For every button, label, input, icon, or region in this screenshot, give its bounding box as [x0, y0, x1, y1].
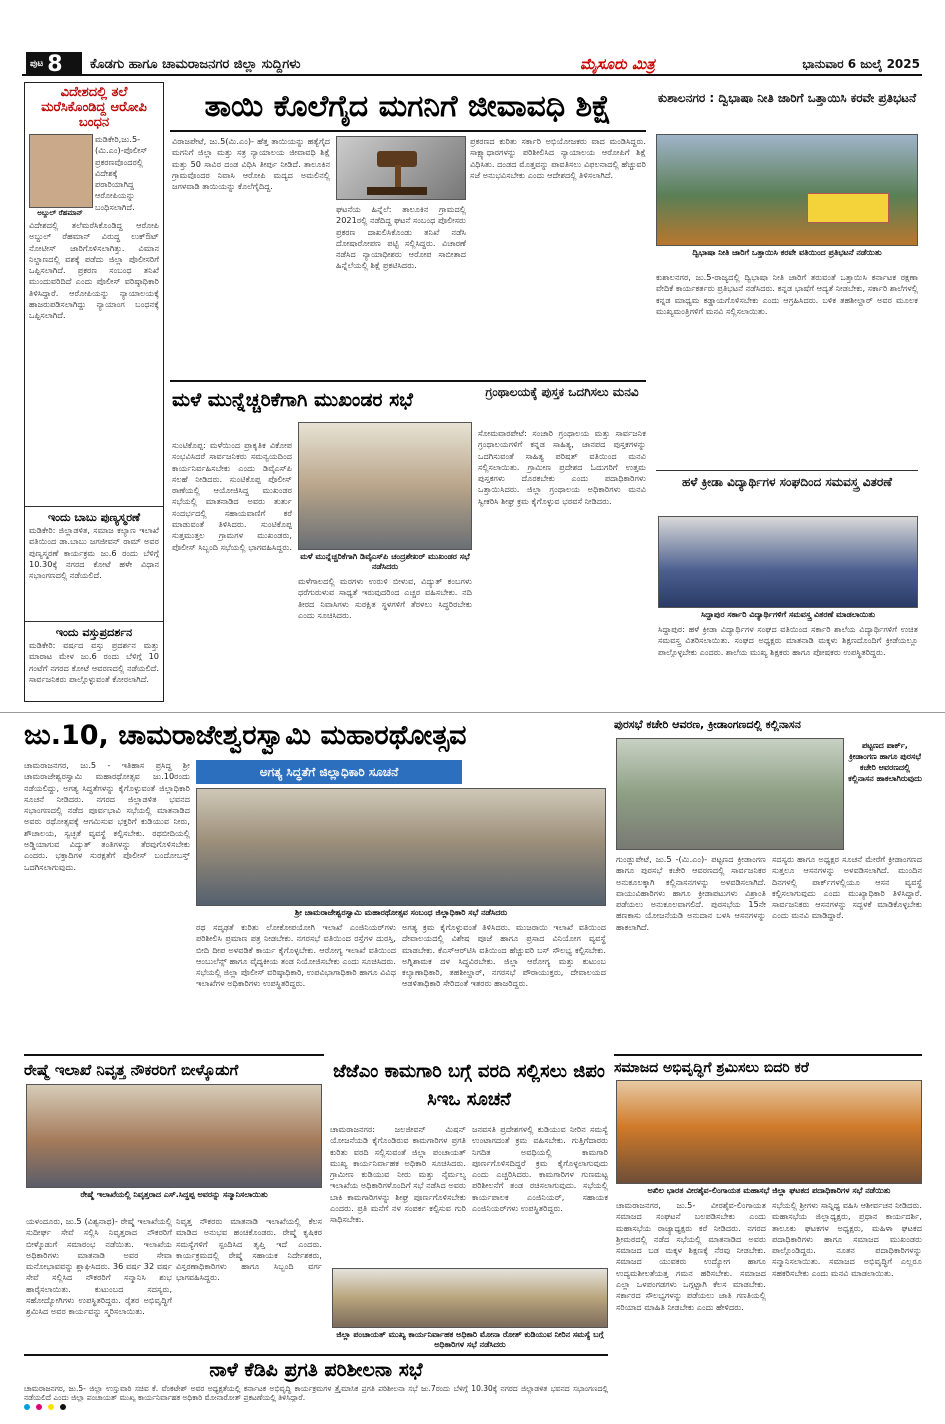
- protest-banner: [807, 193, 889, 223]
- rain-meeting-body: ಸುಂಟಿಕೊಪ್ಪ: ಮಳೆಯಿಂದ ಪ್ರಾಕೃತಿಕ ವಿಕೋಪ ಸಂಭವಿಸಿದರೆ ಸಾರ್ವಜನಿಕರು ಸಮನ್ವಯದಿಂದ ಕಾರ್ಯನಿರ್ವಹಿಸಬೇಕು ಎಂದು ಡಿವೈಎಸ್‌ಪಿ ಸಲಹೆ ನೀಡಿದರು. ಸುಂಟಿಕೊಪ್ಪ ಪೊಲೀಸ್ ಠಾಣೆಯಲ್ಲಿ ಆಯೋಜಿಸಿದ್ದ ಮುಖಂಡರ ಸಭೆಯಲ್ಲಿ ಮಾತನಾಡಿದ ಅವರು ತುರ್ತು ಸಂದರ್ಭದಲ್ಲಿ ಸಹಾಯವಾಣಿಗೆ ಕರೆ ಮಾಡುವಂತೆ ತಿಳಿಸಿದರು. ಸುಂಟಿಕೊಪ್ಪ ಸುತ್ತಮುತ್ತಲ ಗ್ರಾಮಗಳ ಮುಖಂಡರು, ಪೊಲೀಸ್ ಸಿಬ್ಬಂದಿ ಸಭೆಯಲ್ಲಿ ಭಾಗವಹಿಸಿದ್ದರು.: [172, 440, 292, 552]
- page-number-block: [26, 52, 82, 76]
- society-photo: [616, 1080, 922, 1184]
- story3-headline: ಇಂದು ವಸ್ತುಪ್ರದರ್ಶನ: [55, 626, 133, 639]
- bench-headline: ಪುರಸಭೆ ಕಚೇರಿ ಆವರಣ, ಕ್ರೀಡಾಂಗಣದಲ್ಲಿ ಕಲ್ಲಿನಾಸನ: [614, 718, 801, 731]
- silk-body2: ನಿವೃತ್ತ ನೌಕರರು ಮಾತನಾಡಿ ಇಲಾಖೆಯಲ್ಲಿ ಕೆಲಸ ಮಾಡಿದ ಅನುಭವ ಹಂಚಿಕೊಂಡರು. ರೇಷ್ಮೆ ಕೃಷಿಕರ ಸಮಸ್ಯೆಗಳಿಗೆ ಸ್ಪಂದಿಸಿದ ತೃಪ್ತಿ ಇದೆ ಎಂದರು. ಕಾರ್ಯಕ್ರಮದಲ್ಲಿ ರೇಷ್ಮೆ ಸಹಾಯಕ ನಿರ್ದೇಶಕರು, ವಿಸ್ತರಣಾಧಿಕಾರಿಗಳು ಹಾಗೂ ಸಿಬ್ಬಂದಿ ವರ್ಗ ಭಾಗವಹಿಸಿದ್ದರು.: [176, 1216, 322, 1283]
- silk-body: ಯಳಂದೂರು, ಜು.5 (ವಿಶ್ವನಾಥ)- ರೇಷ್ಮೆ ಇಲಾಖೆಯಲ್ಲಿ ಸುದೀರ್ಘ ಸೇವೆ ಸಲ್ಲಿಸಿ ನಿವೃತ್ತರಾದ ನೌಕರರಿಗೆ ಬೀಳ್ಕೊಡುಗೆ ಸಮಾರಂಭ ನಡೆಯಿತು. ಇಲಾಖೆಯ ಅಧಿಕಾರಿಗಳು ಮಾತನಾಡಿ ಅವರ ಸೇವಾ ಮನೋಭಾವವನ್ನು ಶ್ಲಾಘಿಸಿದರು. 36 ವರ್ಷ 32 ವರ್ಷ ಸೇವೆ ಸಲ್ಲಿಸಿದ ನೌಕರರಿಗೆ ಸನ್ಮಾನಿಸಿ ಶುಭ ಹಾರೈಸಲಾಯಿತು. ಕುಟುಂಬದ ಸದಸ್ಯರು, ಸಹೋದ್ಯೋಗಿಗಳು ಉಪಸ್ಥಿತರಿದ್ದರು. ರೈತರ ಅಭಿವೃದ್ಧಿಗೆ ಶ್ರಮಿಸಿದ ಅವರ ಕಾರ್ಯವನ್ನು ಸ್ಮರಿಸಲಾಯಿತು.: [26, 1216, 172, 1317]
- bench-body-b: ಸದಸ್ಯರು ಹಾಗೂ ಅಧ್ಯಕ್ಷರ ಸೂಚನೆ ಮೇರೆಗೆ ಕ್ರೀಡಾಂಗಣದ ಸುತ್ತಲೂ ಆಸನಗಳನ್ನು ಅಳವಡಿಸಲಾಗಿದೆ. ಮುಂದಿನ ದಿನಗಳಲ್ಲಿ ಪಾರ್ಕ್‌ಗಳಲ್ಲಿಯೂ ಆಸನ ವ್ಯವಸ್ಥೆ ಕಲ್ಪಿಸಲಾಗುವುದು ಎಂದು ಮುಖ್ಯಾಧಿಕಾರಿ ತಿಳಿಸಿದ್ದಾರೆ. ಸಾರ್ವಜನಿಕರು ಆಸನಗಳನ್ನು ಸದ್ಬಳಕೆ ಮಾಡಿಕೊಳ್ಳಬೇಕು ಎಂದು ಮನವಿ ಮಾಡಿದ್ದಾರೆ.: [772, 854, 922, 921]
- section-title: ಕೊಡಗು ಹಾಗೂ ಚಾಮರಾಜನಗರ ಜಿಲ್ಲಾ ಸುದ್ದಿಗಳು: [90, 56, 301, 72]
- lead-body-c: ಪ್ರಕರಣದ ಕುರಿತು ಸರ್ಕಾರಿ ಅಭಿಯೋಜಕರು ವಾದ ಮಂಡಿಸಿದ್ದರು. ಸಾಕ್ಷ್ಯಾಧಾರಗಳನ್ನು ಪರಿಶೀಲಿಸಿದ ನ್ಯಾಯಾಲಯ ಆರೋಪಿಗೆ ಶಿಕ್ಷೆ ವಿಧಿಸಿತು. ದಂಡದ ಮೊತ್ತವನ್ನು ಪಾವತಿಸಲು ವಿಫಲನಾದಲ್ಲಿ ಹೆಚ್ಚುವರಿ ಸಜೆ ಅನುಭವಿಸಬೇಕು ಎಂದು ಆದೇಶದಲ್ಲಿ ತಿಳಿಸಲಾಗಿದೆ.: [470, 136, 646, 180]
- registration-dots: [24, 1404, 66, 1412]
- society-photo-caption: ಅಖಿಲ ಭಾರತ ವೀರಶೈವ-ಲಿಂಗಾಯತ ಮಹಾಸಭೆ ಜಿಲ್ಲಾ ಘಟಕದ ಪದಾಧಿಕಾರಿಗಳ ಸಭೆ ನಡೆಯಿತು: [647, 1186, 891, 1195]
- festival-photo-caption: ಶ್ರೀ ಚಾಮರಾಜೇಶ್ವರಸ್ವಾಮಿ ಮಹಾರಥೋತ್ಸವ ಸಂಬಂಧ ಜಿಲ್ಲಾಧಿಕಾರಿ ಸಭೆ ನಡೆಸಿದರು: [294, 908, 508, 917]
- story1-lead: ಮಡಿಕೇರಿ,ಜು.5-(ಮಿ.ಎಂ)-ಪೊಲೀಸ್ ಪ್ರಕರಣವೊಂದರಲ್ಲಿ ವಿದೇಶಕ್ಕೆ ಪರಾರಿಯಾಗಿದ್ದ ಆರೋಪಿಯನ್ನು ಬಂಧಿಸಲಾಗಿದೆ.: [95, 134, 148, 212]
- protest-photo: [656, 134, 918, 246]
- uniform-photo-caption: ಸಿದ್ದಾಪುರ ಸರ್ಕಾರಿ ವಿದ್ಯಾರ್ಥಿಗಳಿಗೆ ಸಮವಸ್ತ್ರ ವಿತರಣೆ ಮಾಡಲಾಯಿತು: [700, 610, 876, 619]
- bench-side-caption: ಪಟ್ಟಣದ ಪಾರ್ಕ್, ಕ್ರೀಡಾಂಗಣ ಹಾಗೂ ಪುರಸಭೆ ಕಚೇರಿ ಆವರಣದಲ್ಲಿ ಕಲ್ಲಿನಾಸನ ಹಾಕಲಾಗಿರುವುದು: [848, 741, 922, 783]
- jjm-body-a: ಚಾಮರಾಜನಗರ: ಜಲಜೀವನ್ ಮಿಷನ್ ಯೋಜನೆಯಡಿ ಕೈಗೊಂಡಿರುವ ಕಾಮಗಾರಿಗಳ ಪ್ರಗತಿ ಕುರಿತು ವರದಿ ಸಲ್ಲಿಸುವಂತೆ ಜಿಲ್ಲಾ ಪಂಚಾಯತ್ ಮುಖ್ಯ ಕಾರ್ಯನಿರ್ವಾಹಕ ಅಧಿಕಾರಿ ಸೂಚಿಸಿದರು. ಗ್ರಾಮೀಣ ಕುಡಿಯುವ ನೀರು ಮತ್ತು ನೈರ್ಮಲ್ಯ ಇಲಾಖೆಯ ಅಧಿಕಾರಿಗಳೊಂದಿಗೆ ಸಭೆ ನಡೆಸಿದ ಅವರು ಬಾಕಿ ಕಾಮಗಾರಿಗಳನ್ನು ಶೀಘ್ರ ಪೂರ್ಣಗೊಳಿಸಬೇಕು ಎಂದರು. ಪ್ರತಿ ಮನೆಗೆ ನಳ ಸಂಪರ್ಕ ಕಲ್ಪಿಸುವ ಗುರಿ ಸಾಧಿಸಬೇಕು.: [330, 1124, 466, 1225]
- society-body-b: ಸಭೆಯಲ್ಲಿ ಶ್ರೀಗಳು ಸಾನ್ನಿಧ್ಯ ವಹಿಸಿ ಆಶೀರ್ವಚನ ನೀಡಿದರು. ಮಹಾಸಭೆಯ ಜಿಲ್ಲಾಧ್ಯಕ್ಷರು, ಪ್ರಧಾನ ಕಾರ್ಯದರ್ಶಿ, ತಾಲೂಕು ಘಟಕಗಳ ಅಧ್ಯಕ್ಷರು, ಮಹಿಳಾ ಘಟಕದ ಪದಾಧಿಕಾರಿಗಳು ಹಾಗೂ ಸಮಾಜದ ಮುಖಂಡರು ಪಾಲ್ಗೊಂಡಿದ್ದರು. ನೂತನ ಪದಾಧಿಕಾರಿಗಳನ್ನು ಸನ್ಮಾನಿಸಲಾಯಿತು. ಸಮಾಜದ ಅಭಿವೃದ್ಧಿಗೆ ಎಲ್ಲರೂ ಸಹಕರಿಸಬೇಕು ಎಂದು ಮನವಿ ಮಾಡಲಾಯಿತು.: [772, 1200, 922, 1278]
- protest-photo-caption: ದ್ವಿಭಾಷಾ ನೀತಿ ಜಾರಿಗೆ ಒತ್ತಾಯಿಸಿ ಕರವೇ ವತಿಯಿಂದ ಪ್ರತಿಭಟನೆ ನಡೆಯಿತು: [692, 248, 882, 257]
- uniform-photo: [658, 516, 918, 608]
- rain-meeting-photo-caption: ಮಳೆ ಮುನ್ನೆಚ್ಚರಿಕೆಗಾಗಿ ಡಿವೈಎಸ್‌ಪಿ ಚಂದ್ರಶೇಖರ್ ಮುಖಂಡರ ಸಭೆ ನಡೆಸಿದರು: [300, 552, 470, 571]
- story1-headline: ವಿದೇಶದಲ್ಲಿ ತಲೆ ಮರೆಸಿಕೊಂಡಿದ್ದ ಆರೋಪಿ ಬಂಧನ: [41, 85, 147, 130]
- accused-photo: [29, 134, 93, 208]
- protest-body: ಕುಶಾಲನಗರ, ಜು.5-ರಾಜ್ಯದಲ್ಲಿ ದ್ವಿಭಾಷಾ ನೀತಿ ಜಾರಿಗೆ ತರುವಂತೆ ಒತ್ತಾಯಿಸಿ ಕರ್ನಾಟಕ ರಕ್ಷಣಾ ವೇದಿಕೆ ಕಾರ್ಯಕರ್ತರು ಪ್ರತಿಭಟನೆ ನಡೆಸಿದರು. ಕನ್ನಡ ಭಾಷೆಗೆ ಆದ್ಯತೆ ನೀಡಬೇಕು, ಸರ್ಕಾರಿ ಶಾಲೆಗಳಲ್ಲಿ ಕನ್ನಡ ಮಾಧ್ಯಮ ಕಡ್ಡಾಯಗೊಳಿಸಬೇಕು ಎಂದು ಆಗ್ರಹಿಸಿದರು. ಬಳಿಕ ತಹಶೀಲ್ದಾರ್ ಅವರ ಮೂಲಕ ಮುಖ್ಯಮಂತ್ರಿಗಳಿಗೆ ಮನವಿ ಸಲ್ಲಿಸಲಾಯಿತು.: [656, 272, 918, 316]
- festival-body-left: ಚಾಮರಾಜನಗರ, ಜು.5 - ಇತಿಹಾಸ ಪ್ರಸಿದ್ಧ ಶ್ರೀ ಚಾಮರಾಜೇಶ್ವರಸ್ವಾಮಿ ಮಹಾರಥೋತ್ಸವ ಜು.10ರಂದು ನಡೆಯಲಿದ್ದು, ಅಗತ್ಯ ಸಿದ್ಧತೆಗಳನ್ನು ಕೈಗೊಳ್ಳುವಂತೆ ಜಿಲ್ಲಾಧಿಕಾರಿ ಸೂಚನೆ ನೀಡಿದರು. ನಗರದ ಜಿಲ್ಲಾಡಳಿತ ಭವನದ ಸಭಾಂಗಣದಲ್ಲಿ ನಡೆದ ಪೂರ್ವಭಾವಿ ಸಭೆಯಲ್ಲಿ ಮಾತನಾಡಿದ ಅವರು ರಥೋತ್ಸವಕ್ಕೆ ಆಗಮಿಸುವ ಭಕ್ತರಿಗೆ ಕುಡಿಯುವ ನೀರು, ಶೌಚಾಲಯ, ಸ್ವಚ್ಛತೆ ವ್ಯವಸ್ಥೆ ಕಲ್ಪಿಸಬೇಕು. ರಥಬೀದಿಯಲ್ಲಿ ಅಡ್ಡಿಯಾಗುವ ವಿದ್ಯುತ್ ತಂತಿಗಳನ್ನು ತೆರವುಗೊಳಿಸಬೇಕು ಎಂದರು. ಭಕ್ತಾದಿಗಳ ಸುರಕ್ಷತೆಗೆ ಪೊಲೀಸ್ ಬಂದೋಬಸ್ತ್ ಒದಗಿಸಲಾಗುವುದು.: [24, 760, 190, 872]
- rain-meeting-body2: ಮಳೆಗಾಲದಲ್ಲಿ ಮರಗಳು ಉರುಳಿ ಬೀಳುವ, ವಿದ್ಯುತ್ ಕಂಬಗಳು ಧರೆಗುರುಳುವ ಸಾಧ್ಯತೆ ಇರುವುದರಿಂದ ಎಚ್ಚರ ವಹಿಸಬೇಕು. ನದಿ ತೀರದ ನಿವಾಸಿಗಳು ಸುರಕ್ಷಿತ ಸ್ಥಳಗಳಿಗೆ ತೆರಳಲು ಸಿದ್ಧರಿರಬೇಕು ಎಂದು ಸೂಚಿಸಿದರು.: [298, 576, 472, 620]
- rain-meeting-headline: ಮಳೆ ಮುನ್ನೆಚ್ಚರಿಕೆಗಾಗಿ ಮುಖಂಡರ ಸಭೆ: [172, 389, 413, 411]
- lead-body-a: ವಿರಾಜಪೇಟೆ, ಜು.5(ಮಿ.ಎಂ)- ಹೆತ್ತ ತಾಯಿಯನ್ನು ಹತ್ಯೆಗೈದ ಮಗನಿಗೆ ಜಿಲ್ಲಾ ಮತ್ತು ಸತ್ರ ನ್ಯಾಯಾಲಯ ಜೀವಾವಧಿ ಶಿಕ್ಷೆ ಮತ್ತು 50 ಸಾವಿರ ದಂಡ ವಿಧಿಸಿ ತೀರ್ಪು ನೀಡಿದೆ. ತಾಲೂಕಿನ ಗ್ರಾಮವೊಂದರ ನಿವಾಸಿ ಆರೋಪಿ ಮದ್ಯದ ಅಮಲಿನಲ್ಲಿ ಜಗಳವಾಡಿ ತಾಯಿಯನ್ನು ಕೊಲೆಗೈದಿದ್ದ.: [172, 136, 330, 192]
- story1-body: ವಿದೇಶದಲ್ಲಿ ತಲೆಮರೆಸಿಕೊಂಡಿದ್ದ ಆರೋಪಿ ಅಬ್ದುಲ್ ರೆಹಮಾನ್ ವಿರುದ್ಧ ಲುಕ್‌ಔಟ್ ನೋಟೀಸ್ ಜಾರಿಗೊಳಿಸಲಾಗಿತ್ತು. ವಿಮಾನ ನಿಲ್ದಾಣದಲ್ಲಿ ವಶಕ್ಕೆ ಪಡೆದು ಜಿಲ್ಲಾ ಪೊಲೀಸರಿಗೆ ಒಪ್ಪಿಸಲಾಗಿದೆ. ಪ್ರಕರಣ ಸಂಬಂಧ ತನಿಖೆ ಮುಂದುವರಿದಿದೆ ಎಂದು ಪೊಲೀಸ್ ವರಿಷ್ಠಾಧಿಕಾರಿ ತಿಳಿಸಿದ್ದಾರೆ. ಆರೋಪಿಯನ್ನು ನ್ಯಾಯಾಲಯಕ್ಕೆ ಹಾಜರುಪಡಿಸಲಾಗಿದ್ದು ನ್ಯಾಯಾಂಗ ಬಂಧನಕ್ಕೆ ಒಪ್ಪಿಸಲಾಗಿದೆ.: [29, 220, 159, 321]
- silk-photo: [26, 1084, 322, 1188]
- jjm-photo: [332, 1268, 608, 1328]
- uniform-body: ಸಿದ್ದಾಪುರ: ಹಳೆ ಕ್ರೀಡಾ ವಿದ್ಯಾರ್ಥಿಗಳ ಸಂಘದ ವತಿಯಿಂದ ಸರ್ಕಾರಿ ಶಾಲೆಯ ವಿದ್ಯಾರ್ಥಿಗಳಿಗೆ ಉಚಿತ ಸಮವಸ್ತ್ರ ವಿತರಿಸಲಾಯಿತು. ಸಂಘದ ಅಧ್ಯಕ್ಷರು ಮಾತನಾಡಿ ಮಕ್ಕಳು ಶಿಕ್ಷಣದೊಂದಿಗೆ ಕ್ರೀಡೆಯಲ್ಲೂ ಪಾಲ್ಗೊಳ್ಳಬೇಕು ಎಂದರು. ಶಾಲೆಯ ಮುಖ್ಯ ಶಿಕ್ಷಕರು ಹಾಗೂ ಪೋಷಕರು ಉಪಸ್ಥಿತರಿದ್ದರು.: [658, 624, 918, 657]
- festival-body-right: ಅಗತ್ಯ ಕ್ರಮ ಕೈಗೊಳ್ಳುವಂತೆ ತಿಳಿಸಿದರು. ಮುಜರಾಯಿ ಇಲಾಖೆ ವತಿಯಿಂದ ದೇವಾಲಯದಲ್ಲಿ ವಿಶೇಷ ಪೂಜೆ ಹಾಗೂ ಪ್ರಸಾದ ವಿನಿಯೋಗ ವ್ಯವಸ್ಥೆ ಮಾಡಬೇಕು. ಕೆಎಸ್‌ಆರ್‌ಟಿಸಿ ವತಿಯಿಂದ ಹೆಚ್ಚುವರಿ ಬಸ್ ಸೌಲಭ್ಯ ಕಲ್ಪಿಸಬೇಕು. ಅಗ್ನಿಶಾಮಕ ದಳ ಸಿದ್ಧವಿರಬೇಕು. ಜಿಲ್ಲಾ ಆರೋಗ್ಯ ಮತ್ತು ಕುಟುಂಬ ಕಲ್ಯಾಣಾಧಿಕಾರಿ, ತಹಶೀಲ್ದಾರ್, ನಗರಸಭೆ ಪೌರಾಯುಕ್ತರು, ದೇವಾಲಯದ ಆಡಳಿತಾಧಿಕಾರಿ ಸೇರಿದಂತೆ ಇತರರು ಹಾಜರಿದ್ದರು.: [402, 922, 606, 989]
- jjm-body-b: ಜನವಸತಿ ಪ್ರದೇಶಗಳಲ್ಲಿ ಕುಡಿಯುವ ನೀರಿನ ಸಮಸ್ಯೆ ಉಂಟಾಗದಂತೆ ಕ್ರಮ ವಹಿಸಬೇಕು. ಗುತ್ತಿಗೆದಾರರು ನಿಗದಿತ ಅವಧಿಯಲ್ಲಿ ಕಾಮಗಾರಿ ಪೂರ್ಣಗೊಳಿಸದಿದ್ದರೆ ಕ್ರಮ ಕೈಗೊಳ್ಳಲಾಗುವುದು ಎಂದು ಎಚ್ಚರಿಸಿದರು. ಕಾಮಗಾರಿಗಳ ಗುಣಮಟ್ಟ ಪರಿಶೀಲನೆಗೆ ತಂಡ ರಚಿಸಲಾಗುವುದು. ಸಭೆಯಲ್ಲಿ ಕಾರ್ಯಪಾಲಕ ಎಂಜಿನಿಯರ್, ಸಹಾಯಕ ಎಂಜಿನಿಯರ್‌ಗಳು ಉಪಸ್ಥಿತರಿದ್ದರು.: [472, 1124, 608, 1214]
- story2-headline: ಇಂದು ಬಾಬು ಪುಣ್ಯಸ್ಮರಣೆ: [47, 511, 141, 524]
- right-top-headline: ಕುಶಾಲನಗರ : ದ್ವಿಭಾಷಾ ನೀತಿ ಜಾರಿಗೆ ಒತ್ತಾಯಿಸಿ ಕರವೇ ಪ್ರತಿಭಟನೆ: [657, 91, 917, 105]
- society-headline: ಸಮಾಜದ ಅಭಿವೃದ್ಧಿಗೆ ಶ್ರಮಿಸಲು ಬಿದರಿ ಕರೆ: [614, 1054, 922, 1078]
- library-headline: ಗ್ರಂಥಾಲಯಕ್ಕೆ ಪುಸ್ತಕ ಒದಗಿಸಲು ಮನವಿ: [485, 385, 639, 399]
- rain-meeting-photo: [298, 422, 472, 550]
- masthead: ಮೈಸೂರು ಮಿತ್ರ: [580, 55, 655, 73]
- gavel-image: [336, 136, 466, 200]
- jjm-headline: ಜೆಜೆಎಂ ಕಾಮಗಾರಿ ಬಗ್ಗೆ ವರದಿ ಸಲ್ಲಿಸಲು ಜಿಪಂ ಸಿಇಒ ಸೂಚನೆ: [333, 1061, 605, 1110]
- silk-headline: ರೇಷ್ಮೆ ಇಲಾಖೆ ನಿವೃತ್ತ ನೌಕರರಿಗೆ ಬೀಳ್ಕೊಡುಗೆ: [24, 1061, 239, 1079]
- festival-headline: ಜು.10, ಚಾಮರಾಜೇಶ್ವರಸ್ವಾಮಿ ಮಹಾರಥೋತ್ಸವ: [24, 720, 467, 751]
- library-body: ಸೋಮವಾರಪೇಟೆ: ಸಂಚಾರಿ ಗ್ರಂಥಾಲಯ ಮತ್ತು ಸಾರ್ವಜನಿಕ ಗ್ರಂಥಾಲಯಗಳಿಗೆ ಕನ್ನಡ ಸಾಹಿತ್ಯ, ಜಾನಪದ ಪುಸ್ತಕಗಳನ್ನು ಒದಗಿಸುವಂತೆ ಸಾಹಿತ್ಯ ಪರಿಷತ್ ವತಿಯಿಂದ ಮನವಿ ಸಲ್ಲಿಸಲಾಯಿತು. ಗ್ರಾಮೀಣ ಪ್ರದೇಶದ ಓದುಗರಿಗೆ ಉತ್ತಮ ಪುಸ್ತಕಗಳು ದೊರಕಬೇಕು ಎಂದು ಪದಾಧಿಕಾರಿಗಳು ಒತ್ತಾಯಿಸಿದರು. ಜಿಲ್ಲಾ ಗ್ರಂಥಾಲಯ ಅಧಿಕಾರಿಗಳು ಮನವಿ ಸ್ವೀಕರಿಸಿ ಶೀಘ್ರ ಕ್ರಮ ಕೈಗೊಳ್ಳುವ ಭರವಸೆ ನೀಡಿದರು.: [478, 428, 646, 506]
- uniform-headline: ಹಳೆ ಕ್ರೀಡಾ ವಿದ್ಯಾರ್ಥಿಗಳ ಸಂಘದಿಂದ ಸಮವಸ್ತ್ರ ವಿತರಣೆ: [682, 475, 892, 489]
- bench-photo: [616, 738, 844, 850]
- society-body-a: ಚಾಮರಾಜನಗರ, ಜು.5- ವೀರಶೈವ-ಲಿಂಗಾಯತ ಸಮಾಜದ ಸಂಘಟನೆ ಬಲಪಡಿಸಬೇಕು ಎಂದು ಮಹಾಸಭೆಯ ರಾಜ್ಯಾಧ್ಯಕ್ಷರು ಕರೆ ನೀಡಿದರು. ನಗರದ ಶ್ರೀಮಠದಲ್ಲಿ ನಡೆದ ಸಭೆಯಲ್ಲಿ ಮಾತನಾಡಿದ ಅವರು ಸಮಾಜದ ಬಡ ಮಕ್ಕಳ ಶಿಕ್ಷಣಕ್ಕೆ ನೆರವು ನೀಡಬೇಕು. ಸಮಾಜದ ಯುವಕರು ಉದ್ಯೋಗ ಹಾಗೂ ಉದ್ಯಮಶೀಲತೆಯತ್ತ ಗಮನ ಹರಿಸಬೇಕು. ಸಮಾಜದ ಎಲ್ಲಾ ಒಳಪಂಗಡಗಳು ಒಗ್ಗಟ್ಟಾಗಿ ಕೆಲಸ ಮಾಡಬೇಕು. ಸರ್ಕಾರದ ಸೌಲಭ್ಯಗಳನ್ನು ಪಡೆಯಲು ಜಾತಿ ಗಣತಿಯಲ್ಲಿ ಸರಿಯಾದ ಮಾಹಿತಿ ನೀಡಬೇಕು ಎಂದು ಹೇಳಿದರು.: [616, 1200, 766, 1312]
- left-column: [24, 82, 164, 702]
- gavel-icon: [337, 137, 466, 200]
- story2-body: ಮಡಿಕೇರಿ: ಜಿಲ್ಲಾಡಳಿತ, ಸಮಾಜ ಕಲ್ಯಾಣ ಇಲಾಖೆ ವತಿಯಿಂದ ಡಾ.ಬಾಬು ಜಗಜೀವನ್ ರಾಮ್ ಅವರ ಪುಣ್ಯಸ್ಮರಣೆ ಕಾರ್ಯಕ್ರಮ ಜು.6 ರಂದು ಬೆಳಿಗ್ಗೆ 10.30ಕ್ಕೆ ನಗರದ ಕೋಟೆ ಹಳೇ ವಿಧಾನ ಸಭಾಂಗಣದಲ್ಲಿ ನಡೆಯಲಿದೆ.: [29, 525, 159, 581]
- issue-date: ಭಾನುವಾರ 6 ಜುಲೈ 2025: [802, 56, 920, 71]
- jjm-photo-caption: ಜಿಲ್ಲಾ ಪಂಚಾಯತ್ ಮುಖ್ಯ ಕಾರ್ಯನಿರ್ವಾಹಕ ಅಧಿಕಾರಿ ಮೋನಾ ರೋತ್ ಕುಡಿಯುವ ನೀರಿನ ಸಮಸ್ಯೆ ಬಗ್ಗೆ ಅಧಿಕಾರಿಗಳ ಸಭೆ ನಡೆಸಿದರು: [336, 1330, 604, 1349]
- festival-photo: [196, 788, 606, 906]
- accused-photo-caption: ಅಬ್ದುಲ್ ರೆಹಮಾನ್: [37, 209, 83, 217]
- festival-body-mid: ರಥ ಸದೃಢತೆ ಕುರಿತು ಲೋಕೋಪಯೋಗಿ ಇಲಾಖೆ ಎಂಜಿನಿಯರ್‌ಗಳು ಪರಿಶೀಲಿಸಿ ಪ್ರಮಾಣ ಪತ್ರ ನೀಡಬೇಕು. ನಗರಸಭೆ ವತಿಯಿಂದ ರಸ್ತೆಗಳ ದುರಸ್ತಿ, ಬೀದಿ ದೀಪ ಅಳವಡಿಕೆ ಕಾರ್ಯ ಕೈಗೊಳ್ಳಬೇಕು. ಆರೋಗ್ಯ ಇಲಾಖೆ ವತಿಯಿಂದ ಆಂಬುಲೆನ್ಸ್ ಹಾಗೂ ವೈದ್ಯಕೀಯ ತಂಡ ನಿಯೋಜಿಸಬೇಕು ಎಂದು ಸೂಚಿಸಿದರು. ಸಭೆಯಲ್ಲಿ ಜಿಲ್ಲಾ ಪೊಲೀಸ್ ವರಿಷ್ಠಾಧಿಕಾರಿ, ಉಪವಿಭಾಗಾಧಿಕಾರಿ ಹಾಗೂ ವಿವಿಧ ಇಲಾಖೆಗಳ ಅಧಿಕಾರಿಗಳು ಉಪಸ್ಥಿತರಿದ್ದರು.: [196, 922, 396, 989]
- bench-body-a: ಗುಂಡ್ಲುಪೇಟೆ, ಜು.5 -(ಮಿ.ಎಂ)- ಪಟ್ಟಣದ ಕ್ರೀಡಾಂಗಣ ಹಾಗೂ ಪುರಸಭೆ ಕಚೇರಿ ಆವರಣದಲ್ಲಿ ಸಾರ್ವಜನಿಕರ ಅನುಕೂಲಕ್ಕಾಗಿ ಕಲ್ಲಿನಾಸನಗಳನ್ನು ಅಳವಡಿಸಲಾಗಿದೆ. ವಾಯುವಿಹಾರಿಗಳು ಹಾಗೂ ಕ್ರೀಡಾಪಟುಗಳು ವಿಶ್ರಾಂತಿ ಪಡೆಯಲು ಅನುಕೂಲವಾಗಲಿದೆ. ಪುರಸಭೆಯ 15ನೇ ಹಣಕಾಸು ಯೋಜನೆಯಡಿ ಅನುದಾನ ಬಳಸಿ ಆಸನಗಳನ್ನು ಹಾಕಲಾಗಿದೆ.: [616, 854, 766, 932]
- page-label: ಪುಟ: [30, 59, 44, 69]
- silk-photo-caption: ರೇಷ್ಮೆ ಇಲಾಖೆಯಲ್ಲಿ ನಿವೃತ್ತರಾದ ಎಸ್.ಸಿದ್ದಪ್ಪ ಅವರನ್ನು ಸನ್ಮಾನಿಸಲಾಯಿತು: [80, 1190, 268, 1199]
- lead-headline: ತಾಯಿ ಕೊಲೆಗೈದ ಮಗನಿಗೆ ಜೀವಾವಧಿ ಶಿಕ್ಷೆ: [170, 82, 646, 132]
- kdp-body: ಚಾಮರಾಜನಗರ, ಜು.5- ಜಿಲ್ಲಾ ಉಸ್ತುವಾರಿ ಸಚಿವ ಕೆ. ವೆಂಕಟೇಶ್ ಅವರ ಅಧ್ಯಕ್ಷತೆಯಲ್ಲಿ ಕರ್ನಾಟಕ ಅಭಿವೃದ್ಧಿ ಕಾರ್ಯಕ್ರಮಗಳ ತ್ರೈಮಾಸಿಕ ಪ್ರಗತಿ ಪರಿಶೀಲನಾ ಸಭೆ ಜು.7ರಂದು ಬೆಳಿಗ್ಗೆ 10.30ಕ್ಕೆ ನಗರದ ಜಿಲ್ಲಾಡಳಿತ ಭವನದ ಸಭಾಂಗಣದಲ್ಲಿ ನಡೆಯಲಿದೆ ಎಂದು ಜಿಲ್ಲಾ ಪಂಚಾಯತ್ ಮುಖ್ಯ ಕಾರ್ಯನಿರ್ವಾಹಕ ಅಧಿಕಾರಿ ಮೋನಾರೋತ್ ಪ್ರಕಟಣೆಯಲ್ಲಿ ತಿಳಿಸಿದ್ದಾರೆ.: [24, 1384, 608, 1402]
- kdp-headline: ನಾಳೆ ಕೆಡಿಪಿ ಪ್ರಗತಿ ಪರಿಶೀಲನಾ ಸಭೆ: [209, 1359, 423, 1381]
- lead-body-b: ಘಟನೆಯ ಹಿನ್ನೆಲೆ: ತಾಲೂಕಿನ ಗ್ರಾಮದಲ್ಲಿ 2021ರಲ್ಲಿ ನಡೆದಿದ್ದ ಘಟನೆ ಸಂಬಂಧ ಪೊಲೀಸರು ಪ್ರಕರಣ ದಾಖಲಿಸಿಕೊಂಡು ತನಿಖೆ ನಡೆಸಿ ದೋಷಾರೋಪಣ ಪಟ್ಟಿ ಸಲ್ಲಿಸಿದ್ದರು. ವಿಚಾರಣೆ ನಡೆಸಿದ ನ್ಯಾಯಾಧೀಶರು ಆರೋಪ ಸಾಬೀತಾದ ಹಿನ್ನೆಲೆಯಲ್ಲಿ ಶಿಕ್ಷೆ ಪ್ರಕಟಿಸಿದರು.: [336, 204, 466, 271]
- festival-sub-banner: ಅಗತ್ಯ ಸಿದ್ಧತೆಗೆ ಜಿಲ್ಲಾಧಿಕಾರಿ ಸೂಚನೆ: [196, 760, 462, 784]
- story3-body: ಮಡಿಕೇರಿ: ವರ್ಷದ ವಸ್ತು ಪ್ರದರ್ಶನ ಮತ್ತು ಮಾರಾಟ ಮೇಳ ಜು.6 ರಂದು ಬೆಳಿಗ್ಗೆ 10 ಗಂಟೆಗೆ ನಗರದ ಕೋಟೆ ಆವರಣದಲ್ಲಿ ನಡೆಯಲಿದೆ. ಸಾರ್ವಜನಿಕರು ಪಾಲ್ಗೊಳ್ಳುವಂತೆ ಕೋರಲಾಗಿದೆ.: [29, 640, 159, 684]
- page-number: 8: [47, 51, 63, 77]
